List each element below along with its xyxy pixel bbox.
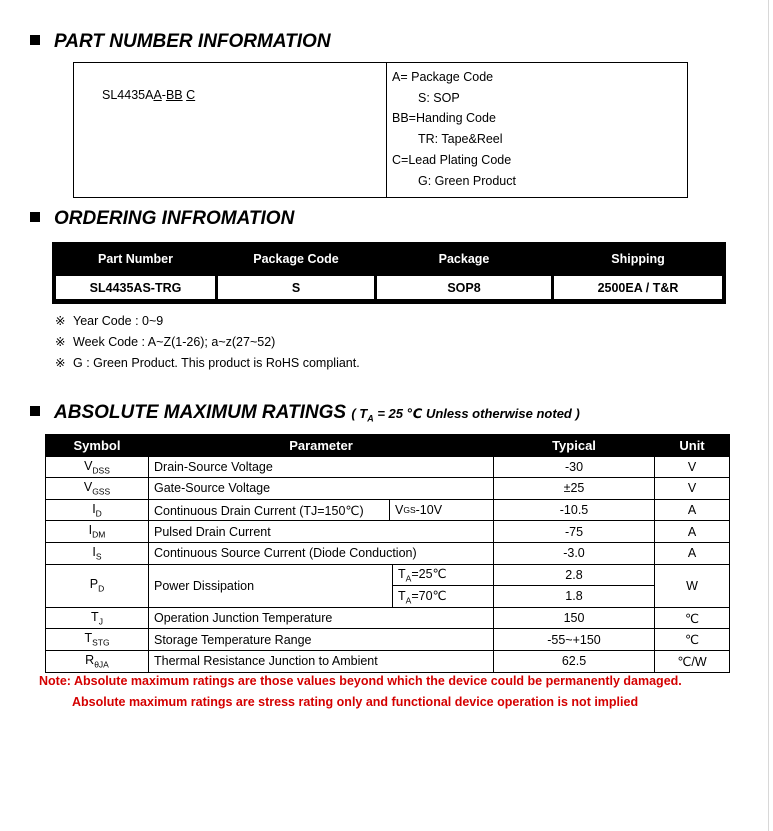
table-row [46, 478, 730, 500]
parameter-cell: Pulsed Drain Current [149, 521, 494, 543]
amr-header-symbol: Symbol [46, 435, 149, 457]
legend-line: C=Lead Plating Code [392, 152, 512, 167]
legend-line: G: Green Product [418, 173, 516, 188]
parameter-cell: Operation Junction Temperature [149, 607, 494, 629]
unit-cell: V [655, 456, 730, 478]
parameter-cell: Drain-Source Voltage [149, 456, 494, 478]
table-row [46, 456, 730, 478]
part-number-box [73, 62, 688, 198]
ordering-header-package: Package [438, 252, 490, 266]
note-week-code: ※ Week Code : A~Z(1-26); a~z(27~52) [55, 335, 276, 349]
amr-header-typical: Typical [494, 435, 655, 457]
typical-cell: 1.8 [494, 586, 655, 608]
parameter-cell: Continuous Source Current (Diode Conduction) [149, 542, 494, 564]
typical-cell: -55~+150 [494, 629, 655, 651]
part-number-code: SL4435AA-BB C [102, 88, 196, 102]
table-row [46, 564, 730, 586]
bullet-square-icon [30, 212, 40, 222]
symbol-cell: $T_{STG}$ [46, 629, 149, 651]
ordering-header-package-code: Package Code [253, 252, 339, 266]
typical-cell: -75 [494, 521, 655, 543]
part-number-title: PART NUMBER INFORMATION [30, 31, 331, 53]
ordering-cell-package-code: S [218, 276, 374, 299]
typical-cell: 150 [494, 607, 655, 629]
symbol-cell: $P_D$ [46, 564, 149, 607]
legend-line: A= Package Code [392, 70, 494, 84]
bullet-square-icon [30, 406, 40, 416]
table-row [46, 521, 730, 543]
typical-cell: 2.8 [494, 564, 655, 586]
unit-cell: A [655, 499, 730, 521]
table-row [46, 499, 730, 521]
legend-line: BB=Handing Code [392, 111, 496, 126]
symbol-cell: $V_{DSS}$ [46, 456, 149, 478]
typical-cell: ±25 [494, 478, 655, 500]
ordering-cell-package: SOP8 [377, 276, 551, 299]
symbol-cell: $I_{DM}$ [46, 521, 149, 543]
parameter-cell: Continuous Drain Current (TJ=150℃) V GS -10V [149, 499, 494, 521]
table-row [46, 629, 730, 651]
ordering-title: ORDERING INFROMATION [30, 208, 294, 230]
note-year-code: ※ Year Code : 0~9 [55, 314, 164, 328]
legend-line: S: SOP [418, 90, 460, 105]
amr-header-unit: Unit [655, 435, 730, 457]
note-green-product: ※ G : Green Product. This product is RoHS compliant. [55, 356, 360, 370]
ordering-table [52, 242, 726, 304]
condition-cell: $T_A=70℃$ [393, 586, 494, 608]
ordering-notes [55, 311, 360, 374]
amr-header-row [46, 435, 730, 457]
amr-title: ABSOLUTE MAXIMUM RATINGS ( $T_A = 25$ ℃ Unless otherwise noted ) [30, 402, 580, 424]
typical-cell: 62.5 [494, 650, 655, 672]
amr-note-2: Absolute maximum ratings are stress rating only and functional device operation is not implied [72, 695, 639, 709]
table-row [46, 607, 730, 629]
parameter-cell: Gate-Source Voltage [149, 478, 494, 500]
unit-cell: A [655, 521, 730, 543]
symbol-cell: $R_{\theta JA}$ [46, 650, 149, 672]
amr-table [45, 434, 730, 673]
bullet-square-icon [30, 35, 40, 45]
legend-line: TR: Tape&Reel [418, 132, 503, 147]
unit-cell: V [655, 478, 730, 500]
ordering-header-shipping: Shipping [611, 252, 665, 266]
typical-cell: -10.5 [494, 499, 655, 521]
unit-cell: W [655, 564, 730, 607]
amr-header-parameter: Parameter [149, 435, 494, 457]
parameter-cell: Thermal Resistance Junction to Ambient [149, 650, 494, 672]
part-number-left-cell [74, 63, 387, 197]
ordering-cell-shipping: 2500EA / T&R [554, 276, 722, 299]
amr-note-1: Note: Absolute maximum ratings are those values beyond which the device could be permanently damaged. [39, 674, 682, 688]
typical-cell: -30 [494, 456, 655, 478]
unit-cell: A [655, 542, 730, 564]
unit-cell: ℃ [655, 629, 730, 651]
typical-cell: -3.0 [494, 542, 655, 564]
condition-cell: $T_A=25℃$ [393, 564, 494, 586]
symbol-cell: $I_D$ [46, 499, 149, 521]
page-edge-line [768, 0, 769, 831]
table-row [46, 542, 730, 564]
symbol-cell: $V_{GSS}$ [46, 478, 149, 500]
unit-cell: ℃/W [655, 650, 730, 672]
symbol-cell: $I_S$ [46, 542, 149, 564]
symbol-cell: $T_J$ [46, 607, 149, 629]
part-number-legend [392, 67, 516, 191]
table-row [46, 650, 730, 672]
amr-condition: ( $T_A = 25$ ℃ Unless otherwise noted ) [351, 406, 580, 424]
ordering-cell-part-number: SL4435AS-TRG [56, 276, 215, 299]
condition-cell: V GS -10V [389, 500, 493, 521]
parameter-cell: Power Dissipation [149, 564, 393, 607]
parameter-cell: Storage Temperature Range [149, 629, 494, 651]
ordering-header-part-number: Part Number [97, 252, 174, 266]
unit-cell: ℃ [655, 607, 730, 629]
